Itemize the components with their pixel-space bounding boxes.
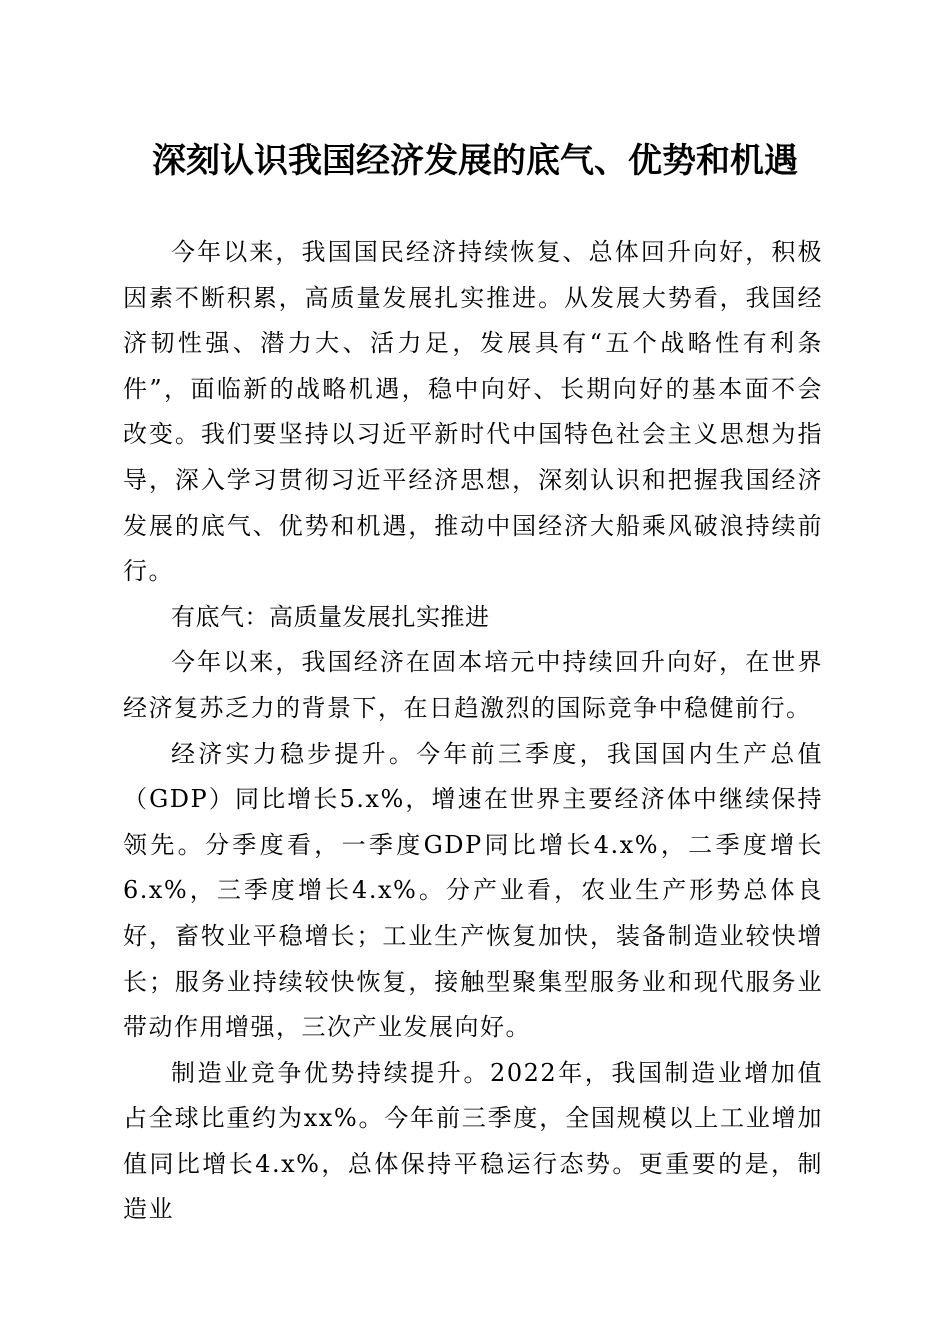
body-paragraph: 今年以来，我国经济在固本培元中持续回升向好，在世界经济复苏乏力的背景下，在日趋激烈的国际竞争中稳健前行。 (123, 648, 823, 722)
section-heading: 有底气：高质量发展扎实推进 (171, 602, 490, 631)
body-paragraph: 经济实力稳步提升。今年前三季度，我国国内生产总值（GDP）同比增长5.x%，增速在世界主要经济体中继续保持领先。分季度看，一季度GDP同比增长4.x%，二季度增长6.x%，三季度增长4.x%。分产业看，农业生产形势总体良好，畜牧业平稳增长；工业生产恢复加快，装备制造业较快增长；服务业持续较快恢复，接触型聚集型服务业和现代服务业带动作用增强，三次产业发展向好。 (123, 739, 823, 1042)
document-body (123, 230, 823, 1233)
document-title: 深刻认识我国经济发展的底气、优势和机遇 (152, 141, 798, 181)
body-paragraph: 制造业竞争优势持续提升。2022年，我国制造业增加值占全球比重约为xx%。今年前三季度，全国规模以上工业增加值同比增长4.x%，总体保持平稳运行态势。更重要的是，制造业 (123, 1058, 823, 1224)
intro-paragraph: 今年以来，我国国民经济持续恢复、总体回升向好，积极因素不断积累，高质量发展扎实推进。从发展大势看，我国经济韧性强、潜力大、活力足，发展具有“五个战略性有利条件”，面临新的战略机遇，稳中向好、长期向好的基本面不会改变。我们要坚持以习近平新时代中国特色社会主义思想为指导，深入学习贯彻习近平经济思想，深刻认识和把握我国经济发展的底气、优势和机遇，推动中国经济大船乘风破浪持续前行。 (123, 238, 823, 586)
